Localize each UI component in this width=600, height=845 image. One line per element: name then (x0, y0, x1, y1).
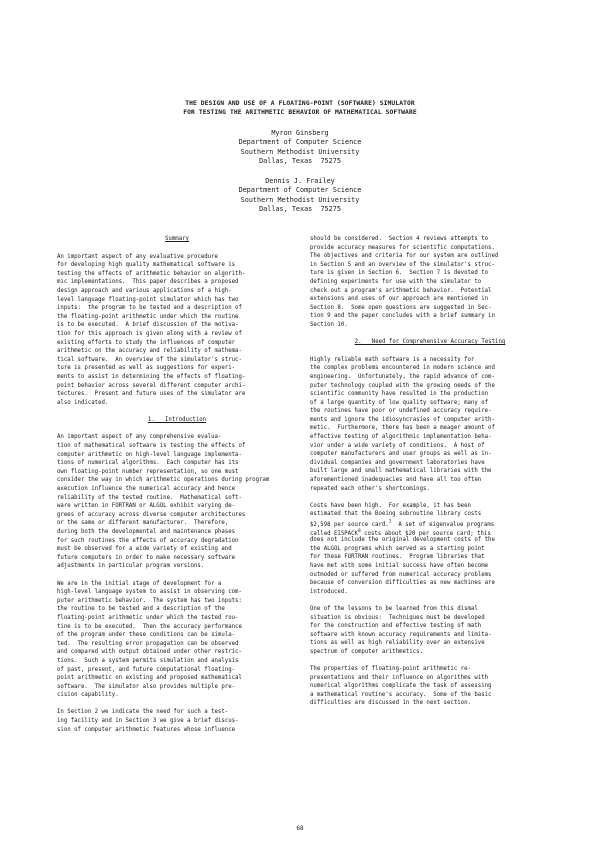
text-line: scientific community have resulted in the production (310, 391, 489, 398)
text-line: dividual companies and government laboratories have (310, 459, 485, 466)
text-line: the complex problems encountered in modern science and (310, 365, 495, 372)
citation-7: 7 (388, 520, 392, 525)
author-block-1 (0, 129, 600, 166)
text-line: software. The simulator also provides multiple pre- (57, 683, 236, 690)
text-line: outmoded or suffered from numerical accuracy problems (310, 571, 492, 578)
text-line: consider the way in which arithmetic operations during program (57, 477, 270, 484)
text-line: the routines have poor or undefined accuracy require- (310, 408, 492, 415)
text-line: future computers in order to make necessary software (57, 554, 236, 561)
lessons-paragraph (310, 605, 550, 657)
summary-paragraph (57, 253, 297, 408)
text-line: extensions and uses of our approach are mentioned in (310, 296, 489, 303)
text-line: ing facility and in Section 3 we give a brief discus- (57, 718, 239, 725)
text-line: ments and ignore the idiosyncrasies of computer arith- (310, 416, 495, 423)
text-line: Section 10. (310, 321, 348, 328)
text-line: a mathematical routine's accuracy. Some of the basic (310, 691, 492, 698)
text-line: One of the lessons to be learned from this dismal (310, 605, 478, 612)
page-number: 68 (296, 825, 304, 832)
text-line: execution influence the numerical accuracy and hence (57, 486, 236, 493)
text-line: is to be executed. A brief discussion of the motiva- (57, 322, 239, 329)
text-line: Highly reliable math software is a necessity for (310, 356, 475, 363)
text-line: reliability of the tested routine. Mathematical soft- (57, 494, 242, 501)
text-line: ments to assist in determining the effects of floating- (57, 373, 246, 380)
text-line: We are in the initial stage of development for a (57, 580, 222, 587)
text-line: defining experiments for use with the simulator to (310, 278, 482, 285)
paper-title (0, 99, 600, 117)
text-line: for these FORTRAN routines. Program libraries that (310, 554, 485, 561)
text-line: numerical algorithms complicate the task of assessing (310, 683, 492, 690)
text-line: Costs have been high. For example, it has been (310, 502, 471, 509)
text-line: and compared with output obtained under other restric- (57, 649, 242, 656)
text-line: built large and small mathematical libraries with the (310, 468, 492, 475)
text-line: for developing high quality mathematical software is (57, 262, 236, 269)
text-line: tion for this approach is given along with a review of (57, 330, 242, 337)
author-department: Department of Computer Science (238, 138, 362, 147)
summary-heading: Summary (165, 236, 189, 242)
text-line: ture is given in Section 6. Section 7 is devoted to (310, 270, 489, 277)
author-department: Department of Computer Science (238, 186, 362, 195)
text-line: check out a program's arithmetic behavior. Potential (310, 287, 492, 294)
text-line: In Section 2 we indicate the need for such a test- (57, 709, 229, 716)
section-2-heading: 2. Need for Comprehensive Accuracy Testing (354, 339, 506, 346)
text-line: the ALGOL programs which served as a starting point (310, 545, 485, 552)
citation-8: 8 (357, 528, 361, 534)
text-line: estimated that the Boeing subroutine library costs (310, 511, 482, 518)
text-line: point behavior across several different computer archi- (57, 382, 246, 389)
text-line: situation is obvious: Techniques must be developed (310, 614, 485, 621)
author-name: Myron Ginsberg (271, 129, 329, 137)
text-line: high-level language system to assist in observing com- (57, 589, 242, 596)
text-line: must be observed for a wide variety of existing and (57, 546, 232, 553)
text-line: for such routines the effects of accuracy degradation (57, 537, 239, 544)
author-university: Southern Methodist University (240, 147, 360, 156)
author-name: Dennis J. Frailey (265, 177, 335, 185)
text-line: the floating-point arithmetic under which the routine (57, 313, 239, 320)
text-line: An important aspect of any comprehensive evalua- (57, 434, 222, 441)
text-line: spectrum of computer arithmetics. (310, 648, 423, 655)
author-block-2 (0, 177, 600, 214)
text-line: The objectives and criteria for our system are outlined (310, 253, 499, 260)
text-line: should be considered. Section 4 reviews attempts to (310, 236, 489, 242)
text-line: or the same or different manufacturer. Therefore, (57, 520, 229, 527)
text-line: for the construction and effective testing of math (310, 623, 482, 630)
text-line: design approach and various applications of a high- (57, 287, 232, 294)
text-line: level language floating-point simulator which has two (57, 296, 239, 303)
text-line: computer arithmetic on high-level language implementa- (57, 451, 242, 458)
text-line: the routine to be tested and a description of the (57, 606, 225, 613)
text-line: engineering. Unfortunately, the rapid advance of com- (310, 373, 495, 380)
intro-paragraph-3 (57, 708, 297, 734)
text-line: An important aspect of any evaluative procedure (57, 253, 218, 260)
text-line: repeated each other's shortcomings. (310, 485, 430, 492)
text-line: effective testing of algorithmic implementation beha- (310, 434, 492, 441)
text-line: tion of mathematical software is testing the effects of (57, 443, 246, 450)
text-line: of a large quantity of low quality software; many of (310, 399, 489, 406)
text-line: tions as well as high reliability over an extensive (310, 640, 485, 647)
text-line: difficulties are discussed in the next section. (310, 700, 471, 707)
text-line: ted. The resulting error propagation can be observed (57, 640, 239, 647)
text-line: introduced. (310, 588, 348, 595)
text-line: adjustments in particular program versions. (57, 563, 205, 570)
text-line: tine is to be executed. Then the accuracy performance (57, 623, 242, 630)
text-line: existing efforts to study the influences of computer (57, 339, 236, 346)
text-line: $2,598 per source card.$^7$ A set of eigenvalue programs (310, 520, 495, 528)
intro-paragraph-2 (57, 580, 297, 700)
text-line: sion of computer arithmetic features whose influence (57, 726, 236, 733)
text-line: metic. Furthermore, there has been a meager amount of (310, 425, 495, 432)
text-line: tical software. An overview of the simulator's struc- (57, 356, 242, 363)
author-city: Dallas, Texas 75275 (259, 156, 341, 165)
text-line: aforementioned inadequacies and have all too often (310, 477, 482, 484)
text-line: tions. Such a system permits simulation and analysis (57, 657, 239, 664)
costs-paragraph (310, 502, 550, 597)
title-line-1: THE DESIGN AND USE OF A FLOATING-POINT (SOFTWARE) SIMULATOR (185, 100, 415, 107)
text-line: The properties of floating-point arithmetic re- (310, 666, 471, 673)
title-line-2: FOR TESTING THE ARITHMETIC BEHAVIOR OF MATHEMATICAL SOFTWARE (183, 109, 417, 116)
author-university: Southern Methodist University (240, 195, 360, 204)
text-line: inputs: the program to be tested and a description of (57, 305, 242, 312)
properties-paragraph (310, 665, 550, 708)
text-line: cision capability. (57, 692, 119, 699)
costs-paragraph-rest (310, 536, 550, 596)
text-line: floating-point arithmetic under which the tested rou- (57, 614, 239, 621)
text-line: arithmetic on the accuracy and reliability of mathema- (57, 348, 242, 355)
text-line: does not include the original development costs of the (310, 537, 495, 544)
text-line: own floating-point number representation, so one must (57, 468, 239, 475)
text-line: in Section 5 and an overview of the simulator's struc- (310, 261, 495, 268)
text-line: grees of accuracy across diverse computer architectures (57, 511, 246, 518)
outline-paragraph (310, 235, 550, 330)
text-line: ture is presented as well as suggestions for experi- (57, 365, 236, 372)
text-line: called EISPACK$^8$ costs about $20 per source card; this (310, 528, 491, 537)
text-line: mic implementations. This paper describes a proposed (57, 279, 239, 286)
left-column (57, 235, 297, 734)
text-line: vior under a wide variety of conditions. A host of (310, 442, 485, 449)
text-line: puter arithmetic behavior. The system has two inputs: (57, 597, 242, 604)
text-line: tion 9 and the paper concludes with a brief summary in (310, 313, 495, 320)
text-line: Section 8. Some open questions are suggested in Sec- (310, 304, 492, 311)
author-city: Dallas, Texas 75275 (259, 204, 341, 213)
text-line: ware written in FORTRAN or ALGOL exhibit varying de- (57, 503, 236, 510)
text-line: of the program under these conditions can be simula- (57, 632, 236, 639)
text-line: computer manufacturers and user groups as well as in- (310, 451, 492, 458)
text-line: during both the developmental and maintenance phases (57, 529, 236, 535)
text-line: because of conversion difficulties as new machines are (310, 580, 495, 587)
text-line: software with known accuracy requirements and limita- (310, 631, 492, 638)
text-line: tectures. Present and future uses of the simulator are (57, 391, 246, 398)
need-paragraph-1 (310, 356, 550, 494)
text-line: provide accuracy measures for scientific computations. (310, 244, 495, 251)
right-column (310, 235, 550, 708)
intro-paragraph-1 (57, 433, 297, 571)
section-1-heading: 1. Introduction (147, 416, 207, 423)
text-line: of past, present, and future computational floating- (57, 666, 236, 673)
text-line: point arithmetic on existing and proposed mathematical (57, 675, 242, 682)
text-line: tions of numerical algorithms. Each computer has its (57, 460, 239, 467)
text-line: testing the effects of arithmetic behavior on algorith- (57, 270, 246, 277)
text-line: puter technology coupled with the growing needs of the (310, 382, 495, 389)
text-line: have met with some initial success have often become (310, 562, 489, 569)
text-line: also indicated. (57, 399, 109, 406)
text-line: presentations and their influence on algorithms with (310, 674, 489, 681)
